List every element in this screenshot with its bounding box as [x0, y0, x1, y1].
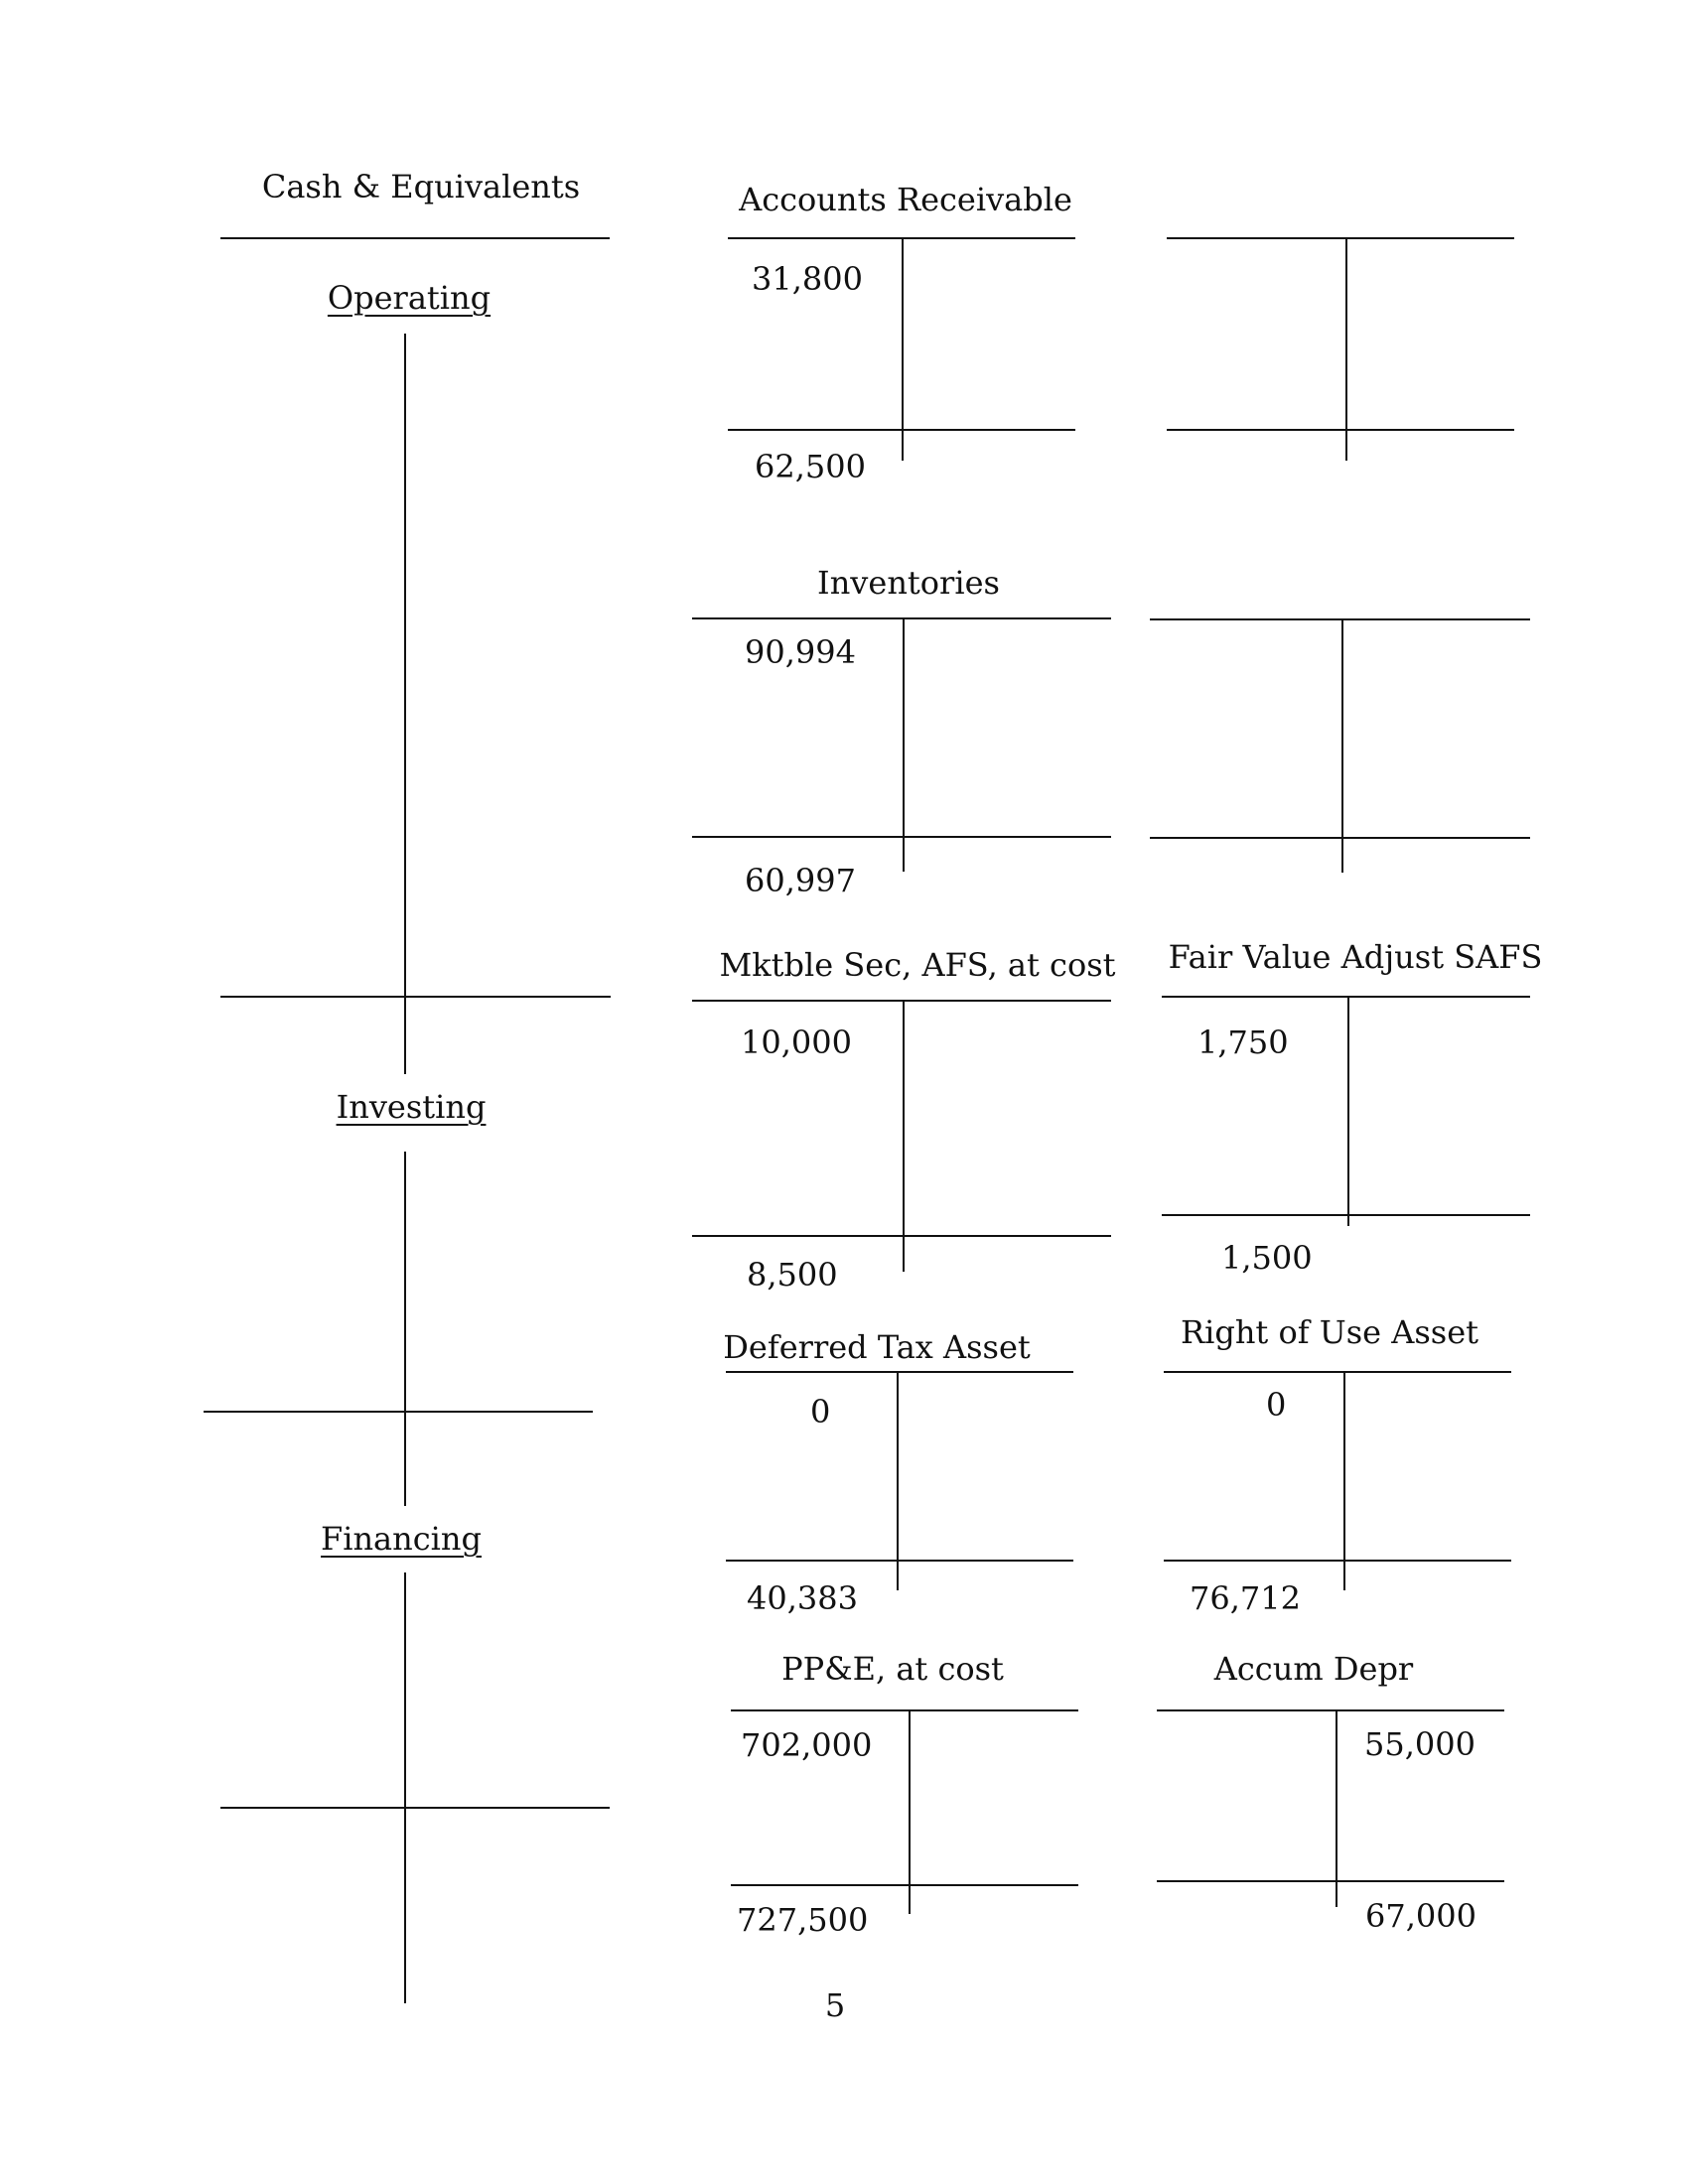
page-number: 5 — [824, 1986, 846, 2024]
t-account-divider — [1345, 238, 1347, 461]
t-account-divider — [1341, 619, 1343, 873]
account-title: Mktble Sec, AFS, at cost — [719, 946, 1116, 984]
t-account-bottom-rule — [1164, 1560, 1511, 1562]
opening-balance: 31,800 — [752, 260, 863, 298]
account-title: Fair Value Adjust SAFS — [1168, 938, 1543, 976]
t-account-top-rule — [1167, 237, 1514, 239]
opening-balance: 10,000 — [741, 1024, 852, 1061]
ending-balance: 60,997 — [745, 862, 856, 899]
account-title: Deferred Tax Asset — [723, 1328, 1031, 1366]
opening-balance: 1,750 — [1197, 1024, 1289, 1061]
t-account-divider — [1336, 1710, 1337, 1907]
t-account-bottom-rule — [1162, 1214, 1530, 1216]
t-account-divider — [902, 238, 904, 461]
t-account-bottom-rule — [1157, 1880, 1504, 1882]
t-account-divider — [1343, 1372, 1345, 1590]
t-account-bottom-rule — [692, 1235, 1111, 1237]
ending-balance: 40,383 — [747, 1579, 858, 1617]
account-title: Inventories — [817, 564, 1000, 602]
t-account-bottom-rule — [731, 1884, 1078, 1886]
opening-balance: 702,000 — [741, 1726, 873, 1764]
t-account-bottom-rule — [726, 1560, 1073, 1562]
t-account-bottom-rule — [728, 429, 1075, 431]
t-account-bottom-rule — [1150, 837, 1530, 839]
account-title: Accum Depr — [1213, 1650, 1414, 1688]
financing-vertical-rule — [404, 1572, 406, 2003]
investing-vertical-rule — [404, 1152, 406, 1506]
opening-balance: 0 — [810, 1393, 831, 1431]
cash-account-top-rule — [220, 237, 610, 239]
operating-section-label: Operating — [327, 279, 492, 317]
account-title: PP&E, at cost — [781, 1650, 1004, 1688]
t-account-divider — [903, 1001, 905, 1272]
ending-balance: 8,500 — [747, 1256, 838, 1294]
account-title: Right of Use Asset — [1181, 1313, 1478, 1351]
cash-account-title: Cash & Equivalents — [261, 168, 581, 205]
t-account-divider — [1347, 997, 1349, 1226]
investing-total-rule — [204, 1411, 593, 1413]
t-account-top-rule — [692, 1000, 1111, 1002]
ending-balance: 727,500 — [737, 1901, 869, 1939]
opening-balance: 90,994 — [745, 633, 856, 671]
financing-section-label: Financing — [321, 1520, 482, 1558]
operating-vertical-rule — [404, 334, 406, 1074]
ending-balance: 1,500 — [1221, 1239, 1313, 1277]
t-account-bottom-rule — [692, 836, 1111, 838]
operating-total-rule — [220, 996, 611, 998]
financing-total-rule — [220, 1807, 610, 1809]
account-title: Accounts Receivable — [739, 181, 1072, 218]
ending-balance: 62,500 — [755, 448, 866, 485]
opening-balance: 0 — [1266, 1386, 1287, 1424]
t-account-bottom-rule — [1167, 429, 1514, 431]
t-account-top-rule — [726, 1371, 1073, 1373]
t-account-top-rule — [1162, 996, 1530, 998]
t-account-top-rule — [1164, 1371, 1511, 1373]
ending-balance: 76,712 — [1190, 1579, 1301, 1617]
t-account-top-rule — [1150, 618, 1530, 620]
ending-balance: 67,000 — [1365, 1897, 1477, 1935]
t-account-divider — [897, 1372, 899, 1590]
t-account-top-rule — [1157, 1709, 1504, 1711]
investing-section-label: Investing — [336, 1088, 487, 1126]
t-account-top-rule — [692, 617, 1111, 619]
opening-balance: 55,000 — [1364, 1725, 1476, 1763]
t-account-top-rule — [731, 1709, 1078, 1711]
t-account-divider — [903, 618, 905, 872]
